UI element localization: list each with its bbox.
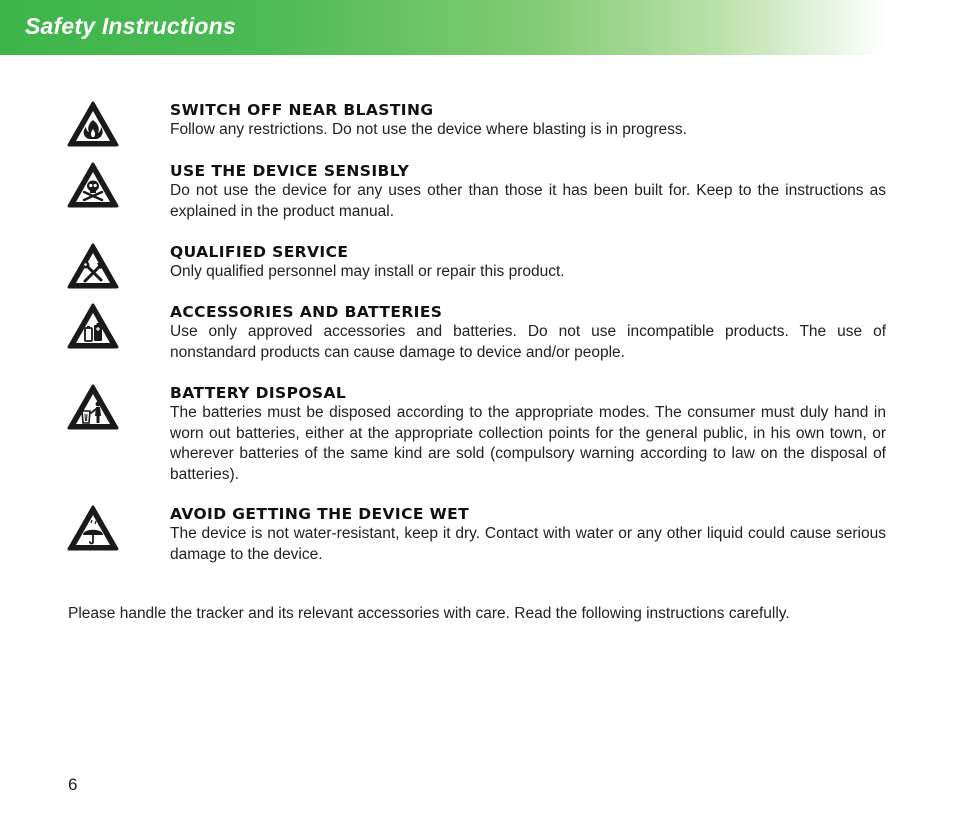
instruction-heading: ACCESSORIES AND BATTERIES [170,303,443,321]
umbrella-rain-warning-icon [67,504,119,552]
instruction-body: Do not use the device for any uses other than those it has been built for. Keep to the instructions as explained in the product manual. [170,182,886,220]
instruction-body: Only qualified personnel may install or repair this product. [170,263,565,280]
instruction-heading: SWITCH OFF NEAR BLASTING [170,101,434,119]
disposal-warning-icon [67,383,119,431]
handling-note: Please handle the tracker and its relevant accessories with care. Read the following instructions carefully. [68,605,790,622]
tools-warning-icon [67,242,119,290]
instruction-heading: AVOID GETTING THE DEVICE WET [170,505,470,523]
page-number: 6 [68,775,78,794]
flame-warning-icon [67,100,119,148]
instruction-body: The device is not water-resistant, keep it dry. Contact with water or any other liquid could cause serious damage to the device. [170,525,886,563]
batteries-warning-icon [67,302,119,350]
instruction-body: Use only approved accessories and batteries. Do not use incompatible products. The use of nonstandard products can cause damage to device and/or people. [170,323,886,361]
header-banner [0,0,886,55]
skull-crossbones-warning-icon [67,161,119,209]
instruction-body: Follow any restrictions. Do not use the device where blasting is in progress. [170,121,687,138]
instruction-heading: BATTERY DISPOSAL [170,384,347,402]
page-title: Safety Instructions [25,13,236,39]
instruction-body: The batteries must be disposed according to the appropriate modes. The consumer must duly hand in worn out batteries, either at the appropriate collection points for the general public, in his own town, or wherever batteries of the same kind are sold (compulsory warning according to law on the disposal of batteries). [170,404,886,483]
instruction-heading: QUALIFIED SERVICE [170,243,349,261]
instruction-heading: USE THE DEVICE SENSIBLY [170,162,410,180]
